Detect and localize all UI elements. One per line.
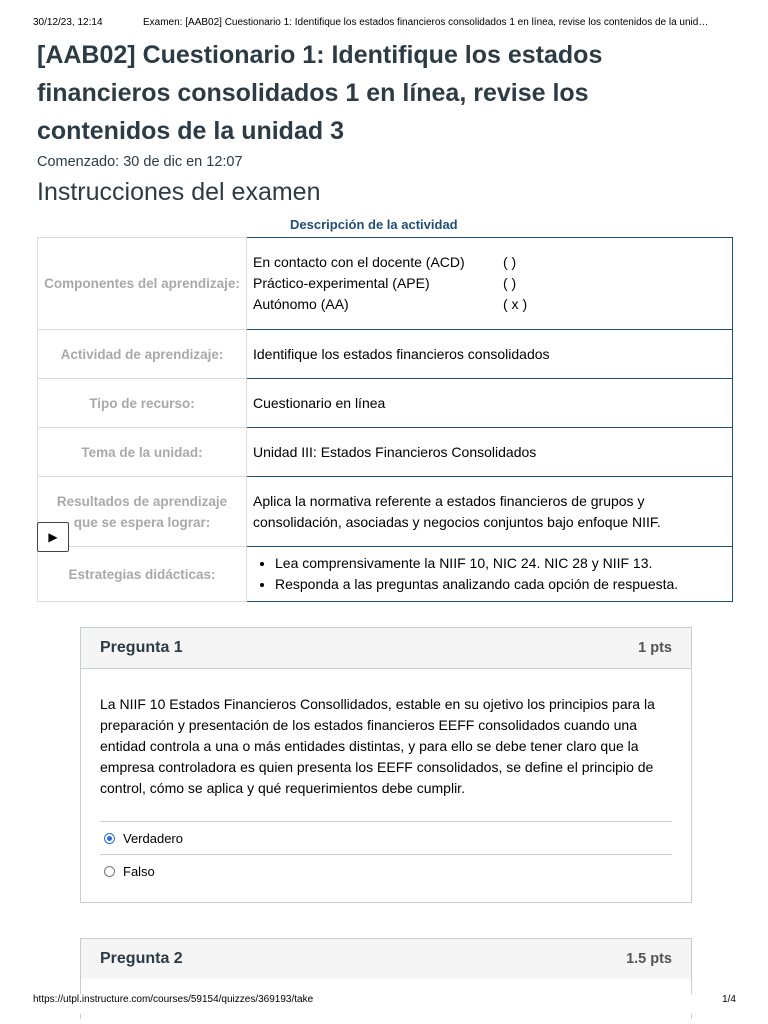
unit-topic-label: Tema de la unidad: <box>38 428 247 477</box>
activity-description-title: Descripción de la actividad <box>290 217 458 232</box>
print-url: https://utpl.instructure.com/courses/59154/quizzes/369193/take <box>33 994 314 1005</box>
radio-selected-icon[interactable] <box>104 833 115 844</box>
activity-table <box>37 237 733 602</box>
table-row <box>38 477 733 547</box>
activity-value: Identifique los estados financieros consolidados <box>247 330 733 379</box>
print-footer <box>33 994 736 1014</box>
answer-option-verdadero[interactable] <box>100 821 672 854</box>
components-value <box>247 238 733 330</box>
media-play-button[interactable] <box>37 522 69 552</box>
answer-label: Verdadero <box>123 830 183 846</box>
resource-type-value: Cuestionario en línea <box>247 379 733 428</box>
question-1 <box>80 627 692 903</box>
instructions-heading: Instrucciones del examen <box>37 178 321 206</box>
strategies-value <box>247 547 733 602</box>
started-timestamp: Comenzado: 30 de dic en 12:07 <box>37 154 243 170</box>
print-header <box>33 17 743 28</box>
component-item: En contacto con el docente (ACD) ( ) <box>253 254 517 270</box>
learning-results-label: Resultados de aprendizaje que se espera lograr: <box>38 477 247 547</box>
question-name: Pregunta 2 <box>100 950 183 967</box>
question-points: 1 pts <box>638 640 672 656</box>
table-row <box>38 238 733 330</box>
question-points: 1.5 pts <box>626 951 672 967</box>
question-text: La NIIF 10 Estados Financieros Consollidados, estable en su ojetivo los principios para la preparación y presentación de los estados financieros EEFF consolidados cuando una entidad controla a una o más entidades distintas, y para ello se debe tener claro que la empresa controladora es quien presenta los EEFF consolidados, se define el principio de control, cómo se aplica y qué requerimientos debe cumplir. <box>100 696 655 796</box>
radio-unselected-icon[interactable] <box>104 866 115 877</box>
table-row <box>38 379 733 428</box>
component-item: Práctico-experimental (APE) ( ) <box>253 275 517 291</box>
question-header <box>81 628 691 669</box>
answer-list <box>100 821 672 887</box>
quiz-title: [AAB02] Cuestionario 1: Identifique los estados financieros consolidados 1 en línea, revise los contenidos de la unidad 3 <box>37 41 603 145</box>
print-page-number: 1/4 <box>722 994 736 1005</box>
table-row <box>38 428 733 477</box>
question-name: Pregunta 1 <box>100 639 183 656</box>
resource-type-label: Tipo de recurso: <box>38 379 247 428</box>
question-header <box>81 939 691 979</box>
unit-topic-value: Unidad III: Estados Financieros Consolidados <box>247 428 733 477</box>
table-row <box>38 330 733 379</box>
answer-option-falso[interactable] <box>100 854 672 887</box>
answer-label: Falso <box>123 863 155 879</box>
components-label: Componentes del aprendizaje: <box>38 238 247 330</box>
question-body <box>81 669 691 887</box>
learning-results-value: Aplica la normativa referente a estados financieros de grupos y consolidación, asociadas y negocios conjuntos bajo enfoque NIIF. <box>247 477 733 547</box>
play-icon: ▶ <box>48 530 58 544</box>
strategies-label: Estrategias didácticas: <box>38 547 247 602</box>
strategy-item: • Responda a las preguntas analizando cada opción de respuesta. <box>275 574 726 595</box>
table-row <box>38 547 733 602</box>
strategy-item: • Lea comprensivamente la NIIF 10, NIC 24. NIC 28 y NIIF 13. <box>275 553 726 574</box>
print-date: 30/12/23, 12:14 <box>33 17 103 28</box>
component-item: Autónomo (AA) ( x ) <box>253 296 528 312</box>
activity-label: Actividad de aprendizaje: <box>38 330 247 379</box>
print-document-title: Examen: [AAB02] Cuestionario 1: Identifique los estados financieros consolidados 1 en línea, revise los contenidos de la unid… <box>143 17 709 28</box>
